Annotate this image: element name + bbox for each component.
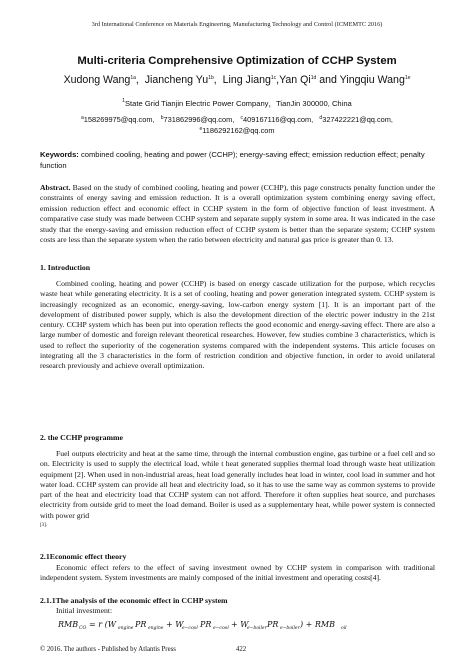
introduction-paragraph (40, 279, 435, 372)
email-list (40, 115, 434, 136)
email-superscript: d (319, 115, 323, 121)
formula-subscript: engine (148, 626, 164, 631)
abstract (40, 183, 435, 245)
author-name: Ling Jiang (222, 74, 271, 86)
email-address: 1186292162@qq.com (202, 125, 275, 135)
email-superscript: b (160, 115, 164, 121)
keywords-text: combined cooling, heating and power (CCHP); energy-saving effect; emission reduction effect; penalty function (40, 150, 425, 170)
author-name: Yan Qi (279, 74, 311, 86)
page-number: 422 (236, 646, 247, 653)
author-separator: , (135, 74, 145, 86)
author-superscript: 1a (130, 75, 136, 81)
email-address: 409167116@qq.com, (243, 115, 314, 124)
author-name: Yingqiu Wang (339, 74, 405, 86)
keywords-label: Keywords: (40, 150, 79, 159)
affiliation-superscript: 1 (122, 98, 125, 104)
section-heading-economic-analysis: 2.1.1The analysis of the economic effect in CCHP system (40, 596, 228, 605)
footer-copyright: © 2016. The authors - Published by Atlantis Press (40, 646, 176, 653)
keywords (40, 150, 435, 171)
economic-effect-text: Economic effect refers to the effect of saving investment owned by CCHP system in comparison with traditional independent system. System investments are mainly composed of the initial investment and operating costs[4]. (40, 563, 435, 583)
email-superscript: e (199, 125, 203, 132)
initial-investment-label: Initial investment: (56, 606, 113, 615)
paper-title: Multi-criteria Comprehensive Optimization of CCHP System (77, 55, 397, 67)
author-superscript: 1e (404, 75, 411, 81)
formula-subscript: e−cool (182, 626, 198, 631)
cchp-programme-body (40, 449, 435, 532)
formula-pr: PR (200, 620, 212, 629)
affiliation-text: State Grid Tianjin Electric Power Company，TianJin 300000, China (124, 99, 352, 108)
section-heading-economic-effect: 2.1Economic effect theory (40, 552, 127, 561)
formula-subscript: e−cool (213, 626, 229, 631)
email-address: 731862996@qq.com, (163, 115, 235, 124)
economic-effect-paragraph (40, 563, 435, 584)
email-address: 327422221@qq.com, (322, 115, 393, 124)
email-address: 158269975@qq.com, (83, 115, 155, 124)
author-name: Xudong Wang (63, 74, 131, 86)
formula-term: + W (231, 620, 249, 629)
formula-subscript: e−boiler (280, 626, 300, 631)
conference-header: 3rd International Conference on Materials Engineering, Manufacturing Technology and Control (ICMEMTC 2016) (91, 21, 383, 28)
abstract-text: Based on the study of combined cooling, heating and power (CCHP), this page constructs penalty function under the constraints of energy saving and emission reduction. It is a overall optimization system combining energy saving effect, emission reduction effect and economic effect in CCHP system in the form of objective function of least investment. A comparative case study was made between CCHP system and separate supply system in some area. It was indicated in the case study that the energy-saving and emission reduction effect of CCHP system is better than the separate system; CCHP system costs are less than the separate system when the ratio between electricity and natural gas price is greater than 0. 13. (40, 183, 435, 245)
formula-pr: PR (135, 620, 147, 629)
cchp-programme-text: Fuel outputs electricity and heat at the same time, through the internal combustion engine, gas turbine or a fuel cell and so on. Electricity is used to supply the electrical load, while t heat generated supplies thermal load through waste heat utilization equipment [2]. When used in non-industrial areas, heat load generally includes heat load in winter, cool load in summer and hot water load. CCHP system can provide all heat and electricity load, so it has to use the same way as common systems to provide part of the heat and electricity load that CCHP system can not afford. Therefore it often supplies heat source, and purchases electricity from outside grid to meet the load demand. Boiler is used as a supplementary heat, while power system is connected with power grid (40, 449, 435, 520)
affiliation (0, 98, 474, 109)
reference-marker: [3]. (40, 523, 48, 529)
formula-tail: ) + RMB (300, 620, 336, 629)
formula-subscript: e−boiler (247, 626, 267, 631)
author-name: Jiancheng Yu (144, 74, 209, 86)
formula-subscript: engine (118, 626, 134, 631)
email-superscript: c (240, 115, 243, 121)
author-separator: , (276, 74, 280, 86)
investment-formula (58, 617, 388, 631)
formula-lhs-subscript: CO (79, 626, 87, 631)
author-separator: and (316, 74, 340, 86)
cchp-programme-paragraph (40, 449, 435, 532)
introduction-text: Combined cooling, heating and power (CCHP) is based on energy cascade utilization for the purpose, which recycles waste heat while generating electricity. It is a set of cooling, heating and power generation integrated system. CCHP system is increasingly recognized as an economic, energy-saving, low-carbon energy system [1]. It is an important part of the development of distributed power supply, which is also the development direction of the electric power industry in the 21st century. CCHP system which has been put into operation reflects the good economic and energy-saving effect. There are also a large number of domestic and foreign relevant theoretical researches. However, few studies combine 3 characteristics, which is used to reflect the superiority of the cogeneration systems compared with the independent systems. This article focuses on integrating all the 3 characteristics in the form of restriction condition and objective function, in order to avoid unilateral research previously and achieve overall optimization. (40, 279, 435, 371)
section-heading-introduction: 1. Introduction (40, 263, 91, 272)
formula-term: + W (166, 620, 184, 629)
formula-pr: PR (267, 620, 279, 629)
formula-subscript: oil (341, 626, 347, 631)
section-heading-cchp-programme: 2. the CCHP programme (40, 433, 124, 442)
abstract-label: Abstract. (40, 183, 71, 192)
email-superscript: a (81, 115, 84, 121)
author-list (0, 74, 474, 86)
formula-eq: = r (W (89, 620, 116, 629)
page-footer (40, 646, 435, 658)
author-superscript: 1b (208, 75, 214, 81)
author-superscript: 1c (270, 75, 277, 81)
author-superscript: 1d (310, 75, 317, 81)
author-separator: , (213, 74, 223, 86)
formula-lhs: RMB (58, 620, 79, 629)
